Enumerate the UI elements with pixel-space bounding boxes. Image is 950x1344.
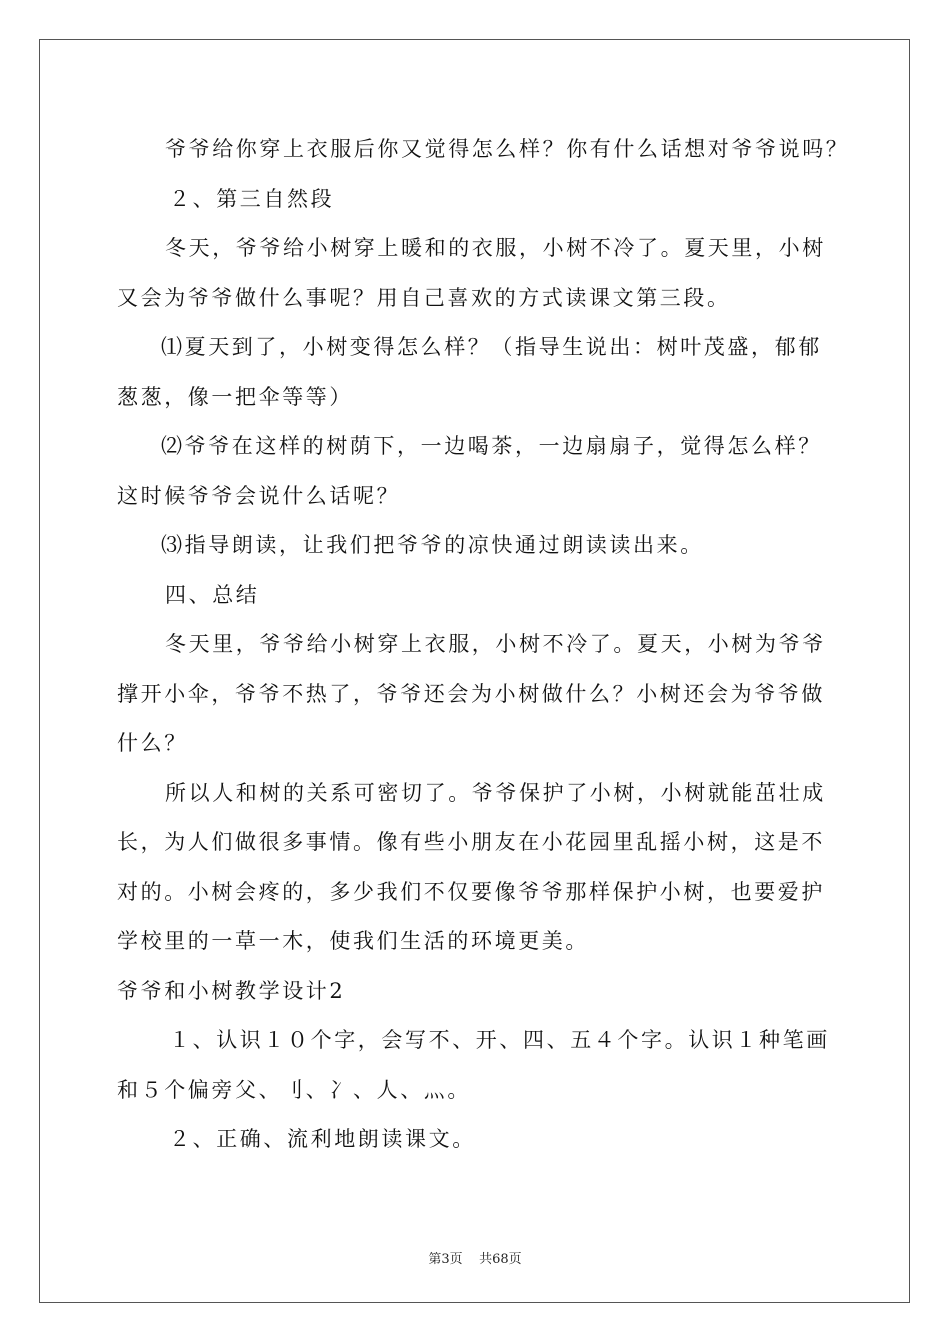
text-line: 对的。小树会疼的，多少我们不仅要像爷爷那样保护小树，也要爱护 <box>117 879 825 904</box>
text-line: １、认识１０个字，会写不、开、四、五４个字。认识１种笔画 <box>169 1028 830 1052</box>
text-line: ⑵爷爷在这样的树荫下，一边喝茶，一边扇扇子，觉得怎么样？ <box>161 434 822 458</box>
text-line: 爷爷给你穿上衣服后你又觉得怎么样？你有什么话想对爷爷说吗？ <box>165 137 850 161</box>
page-number: 第3页 <box>428 1252 463 1267</box>
text-line: ２、第三自然段 <box>169 186 335 211</box>
text-line: 长，为人们做很多事情。像有些小朋友在小花园里乱摇小树，这是不 <box>117 830 825 854</box>
text-line: 什么？ <box>117 731 188 755</box>
text-line: ⑴夏天到了，小树变得怎么样？（指导生说出：树叶茂盛，郁郁 <box>161 335 822 359</box>
text-line: 冬天，爷爷给小树穿上暖和的衣服，小树不冷了。夏天里，小树 <box>165 236 826 260</box>
text-line: 学校里的一草一木，使我们生活的环境更美。 <box>117 929 589 953</box>
section-heading: 四、总结 <box>165 582 260 607</box>
text-line: 又会为爷爷做什么事呢？用自己喜欢的方式读课文第三段。 <box>117 285 731 310</box>
page-footer <box>0 1248 950 1267</box>
text-line: 所以人和树的关系可密切了。爷爷保护了小树，小树就能茁壮成 <box>165 780 826 805</box>
text-line: ２、正确、流利地朗读课文。 <box>169 1127 476 1151</box>
text-line: 和５个偏旁父、刂、冫、人、灬。 <box>117 1077 471 1102</box>
text-line: 撑开小伞，爷爷不热了，爷爷还会为小树做什么？小树还会为爷爷做 <box>117 681 825 706</box>
document-body <box>117 125 850 1165</box>
document-section-title: 爷爷和小树教学设计2 <box>117 978 346 1003</box>
text-line: 葱葱，像一把伞等等） <box>117 384 353 409</box>
text-line: 这时候爷爷会说什么话呢？ <box>117 483 401 508</box>
text-line: 冬天里，爷爷给小树穿上衣服，小树不冷了。夏天，小树为爷爷 <box>165 632 826 656</box>
page-total: 共68页 <box>479 1252 522 1267</box>
text-line: ⑶指导朗读，让我们把爷爷的凉快通过朗读读出来。 <box>161 533 704 557</box>
